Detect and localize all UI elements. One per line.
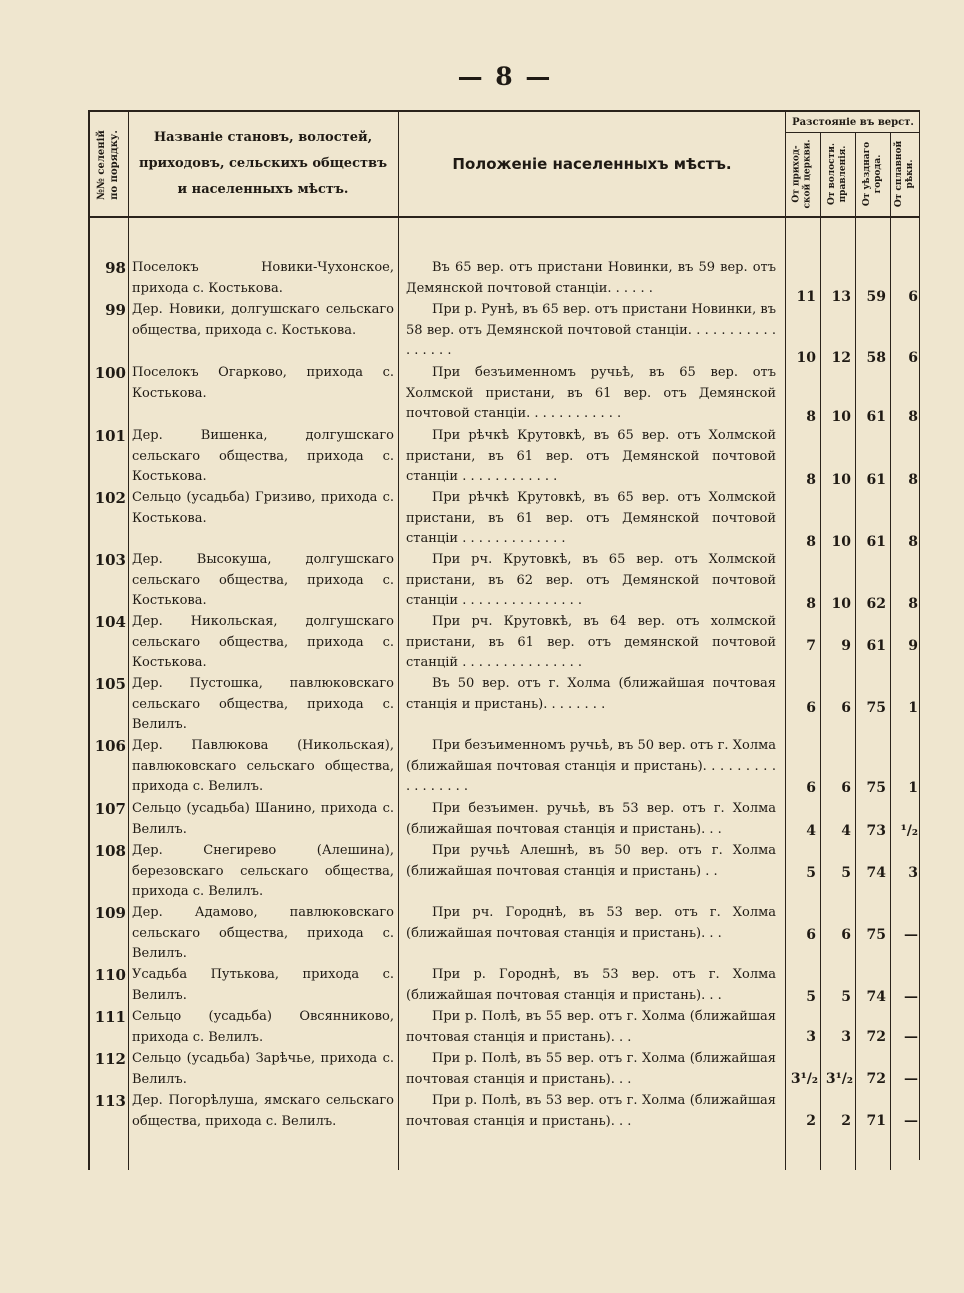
dist-volost: 6 (841, 780, 851, 796)
row-position: При ручьѣ Алешнѣ, въ 50 вер. отъ г. Холма (ближайшая почтовая станція и пристань) . . (406, 843, 776, 879)
row-position: При безъимен. ручьѣ, въ 53 вер. отъ г. Холма (ближайшая почтовая станція и пристань). . . (406, 801, 776, 837)
dist-river: — (904, 1029, 918, 1045)
dist-river: 8 (908, 409, 918, 425)
row-number: 110 (94, 966, 126, 984)
row-number: 102 (94, 489, 126, 507)
row-position: При рч. Городнѣ, въ 53 вер. отъ г. Холма (ближайшая почтовая станція и пристань). . . (406, 905, 776, 941)
row-name: Дер. Снегирево (Алешина), березовскаго сельскаго общества, прихода с. Велилъ. (132, 843, 394, 899)
row-number: 104 (94, 613, 126, 631)
header-dist-town: От уѣзднаго города. (862, 141, 884, 207)
row-position: Въ 65 вер. отъ пристани Новинки, въ 59 вер. отъ Демянской почтовой станціи. . . . . . (406, 260, 776, 296)
row-name: Сельцо (усадьба) Гризиво, прихода с. Костькова. (132, 490, 394, 526)
row-number: 103 (94, 551, 126, 569)
row-name: Дер. Вишенка, долгушскаго сельскаго общества, прихода с. Костькова. (132, 428, 394, 484)
row-position: При безъименномъ ручьѣ, въ 65 вер. отъ Холмской пристани, въ 61 вер. отъ Демянской почтовой станціи. . . . . . . . . . . . (406, 365, 776, 421)
header-dist-volost: От волости. правленія. (827, 142, 848, 206)
dist-church: 3 (806, 1029, 816, 1045)
dist-town: 75 (866, 927, 886, 943)
dist-town: 73 (866, 823, 886, 839)
dist-river: ¹/₂ (900, 823, 918, 839)
row-number: 113 (94, 1092, 126, 1110)
row-position: Въ 50 вер. отъ г. Холма (ближайшая почтовая станція и пристань). . . . . . . . (406, 676, 776, 712)
dist-river: 8 (908, 596, 918, 612)
dist-volost: 10 (831, 472, 851, 488)
row-number: 98 (105, 259, 126, 277)
header-number: №№ селеній по порядку. (96, 130, 120, 200)
row-number: 107 (94, 800, 126, 818)
dist-town: 61 (866, 534, 886, 550)
row-position: При р. Рунѣ, въ 65 вер. отъ пристани Новинки, въ 58 вер. отъ Демянской почтовой станціи. . . . . . . . . . . . . . . . . (406, 302, 776, 358)
header-position: Положеніе населенныхъ мѣстъ. (452, 155, 732, 173)
row-position: При р. Полѣ, въ 55 вер. отъ г. Холма (ближайшая почтовая станція и пристань). . . (406, 1051, 776, 1087)
header-dist-church: От приход- ской церкви. (792, 139, 813, 209)
settlements-table (88, 110, 920, 1170)
row-name: Усадьба Путькова, прихода с. Велилъ. (132, 967, 394, 1003)
row-number: 100 (94, 364, 126, 382)
dist-church: 7 (806, 638, 816, 654)
dist-church: 6 (806, 700, 816, 716)
dist-volost: 3¹/₂ (825, 1071, 853, 1087)
dist-church: 6 (806, 780, 816, 796)
dist-volost: 9 (841, 638, 851, 654)
dist-church: 3¹/₂ (790, 1071, 818, 1087)
row-number: 105 (94, 675, 126, 693)
dist-volost: 2 (841, 1113, 851, 1129)
dist-church: 2 (806, 1113, 816, 1129)
dist-volost: 13 (831, 289, 851, 305)
dist-volost: 6 (841, 927, 851, 943)
dist-town: 71 (866, 1113, 886, 1129)
dist-river: — (904, 989, 918, 1005)
dist-volost: 10 (831, 596, 851, 612)
dist-volost: 5 (841, 989, 851, 1005)
dist-town: 61 (866, 409, 886, 425)
row-position: При рч. Крутовкѣ, въ 65 вер. отъ Холмской пристани, въ 62 вер. отъ Демянской почтовой станціи . . . . . . . . . . . . . . . (406, 552, 776, 608)
dist-river: 8 (908, 472, 918, 488)
row-number: 99 (105, 301, 126, 319)
dist-river: 6 (908, 350, 918, 366)
dist-volost: 10 (831, 534, 851, 550)
row-position: При р. Полѣ, въ 53 вер. отъ г. Холма (ближайшая почтовая станція и пристань). . . (406, 1093, 776, 1129)
dist-river: — (904, 927, 918, 943)
header-name: Названіе становъ, волостей, приходовъ, сельскихъ обществъ и населенныхъ мѣстъ. (138, 130, 388, 197)
row-number: 111 (94, 1008, 126, 1026)
row-name: Поселокъ Огарково, прихода с. Костькова. (132, 365, 394, 401)
dist-town: 74 (866, 865, 886, 881)
dist-town: 74 (866, 989, 886, 1005)
dist-church: 8 (806, 409, 816, 425)
dist-volost: 4 (841, 823, 851, 839)
row-name: Сельцо (усадьба) Шанино, прихода с. Велилъ. (132, 801, 394, 837)
row-name: Дер. Погорѣлуша, ямскаго сельскаго общества, прихода с. Велилъ. (132, 1093, 394, 1129)
header-dist-river: От сплавной рѣки. (894, 140, 916, 208)
dist-volost: 6 (841, 700, 851, 716)
dist-town: 75 (866, 700, 886, 716)
dist-river: — (904, 1113, 918, 1129)
dist-volost: 10 (831, 409, 851, 425)
dist-volost: 12 (831, 350, 851, 366)
dist-town: 62 (866, 596, 886, 612)
dist-river: — (904, 1071, 918, 1087)
dist-town: 72 (866, 1029, 886, 1045)
page-number: — 8 — (457, 62, 553, 91)
dist-church: 11 (796, 289, 816, 305)
row-position: При р. Городнѣ, въ 53 вер. отъ г. Холма (ближайшая почтовая станція и пристань). . . (406, 967, 776, 1003)
row-number: 109 (94, 904, 126, 922)
dist-town: 61 (866, 638, 886, 654)
row-position: При безъименномъ ручьѣ, въ 50 вер. отъ г. Холма (ближайшая почтовая станція и пристань). . . . . . . . . . . . . . . . . (406, 738, 776, 794)
dist-church: 6 (806, 927, 816, 943)
row-position: При рч. Крутовкѣ, въ 64 вер. отъ холмской пристани, въ 61 вер. отъ демянской почтовой станцій . . . . . . . . . . . . . . . (406, 614, 776, 670)
dist-church: 8 (806, 596, 816, 612)
dist-church: 4 (806, 823, 816, 839)
dist-river: 9 (908, 638, 918, 654)
row-number: 112 (94, 1050, 126, 1068)
row-name: Дер. Никольская, долгушскаго сельскаго общества, прихода с. Костькова. (132, 614, 394, 670)
row-number: 106 (94, 737, 126, 755)
row-position: При рѣчкѣ Крутовкѣ, въ 65 вер. отъ Холмской пристани, въ 61 вер. отъ Демянской почтовой станціи . . . . . . . . . . . . (406, 428, 776, 484)
dist-river: 3 (908, 865, 918, 881)
dist-church: 5 (806, 865, 816, 881)
dist-town: 59 (866, 289, 886, 305)
dist-church: 8 (806, 534, 816, 550)
header-distance-group: Разстояніе въ верст. (792, 117, 914, 128)
dist-church: 8 (806, 472, 816, 488)
row-name: Поселокъ Новики-Чухонское, прихода с. Костькова. (132, 260, 394, 296)
row-number: 108 (94, 842, 126, 860)
row-number: 101 (94, 427, 126, 445)
row-position: При рѣчкѣ Крутовкѣ, въ 65 вер. отъ Холмской пристани, въ 61 вер. отъ Демянской почтовой станціи . . . . . . . . . . . . . (406, 490, 776, 546)
row-name: Дер. Пустошка, павлюковскаго сельскаго общества, прихода с. Велилъ. (132, 676, 394, 732)
dist-town: 58 (866, 350, 886, 366)
row-position: При р. Полѣ, въ 55 вер. отъ г. Холма (ближайшая почтовая станція и пристань). . . (406, 1009, 776, 1045)
dist-river: 1 (908, 780, 918, 796)
dist-church: 5 (806, 989, 816, 1005)
dist-town: 61 (866, 472, 886, 488)
dist-river: 1 (908, 700, 918, 716)
dist-volost: 3 (841, 1029, 851, 1045)
row-name: Дер. Павлюкова (Никольская), павлюковскаго сельскаго общества, прихода с. Велилъ. (132, 738, 394, 794)
dist-church: 10 (796, 350, 816, 366)
row-name: Сельцо (усадьба) Овсянниково, прихода с. Велилъ. (132, 1009, 394, 1045)
row-name: Дер. Высокуша, долгушскаго сельскаго общества, прихода с. Костькова. (132, 552, 394, 608)
row-name: Сельцо (усадьба) Зарѣчье, прихода с. Велилъ. (132, 1051, 394, 1087)
dist-town: 72 (866, 1071, 886, 1087)
dist-river: 6 (908, 289, 918, 305)
row-name: Дер. Адамово, павлюковскаго сельскаго общества, прихода с. Велилъ. (132, 905, 394, 961)
dist-river: 8 (908, 534, 918, 550)
row-name: Дер. Новики, долгушскаго сельскаго общества, прихода с. Костькова. (132, 302, 394, 338)
dist-town: 75 (866, 780, 886, 796)
dist-volost: 5 (841, 865, 851, 881)
